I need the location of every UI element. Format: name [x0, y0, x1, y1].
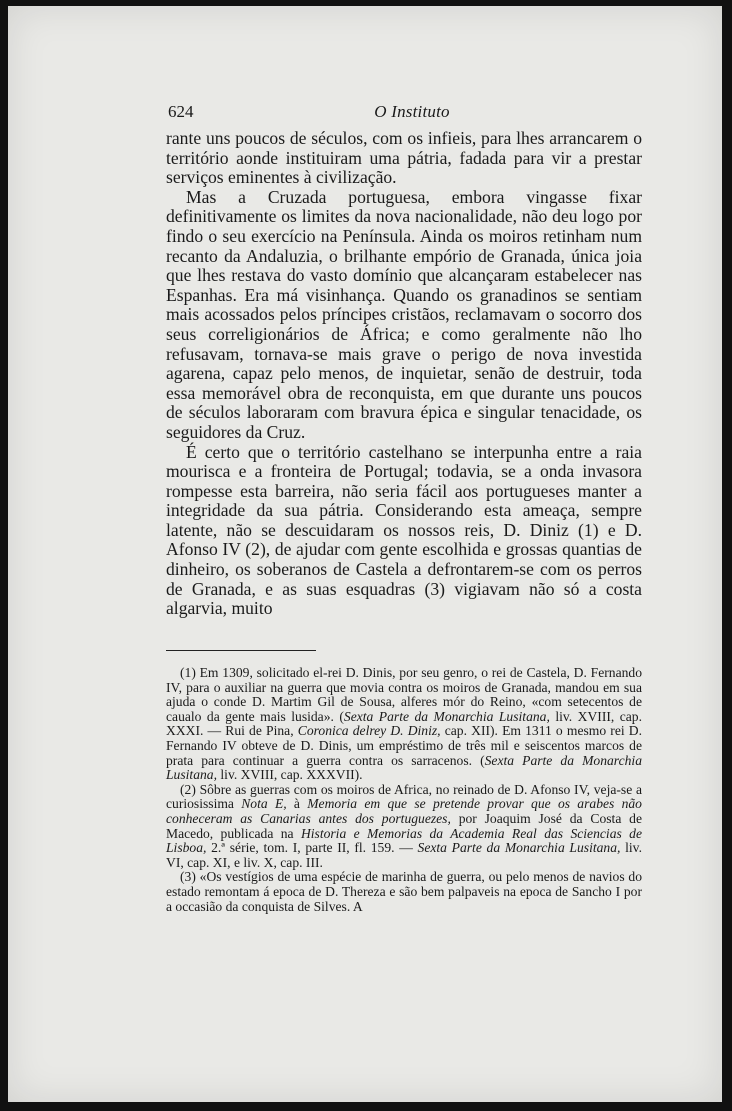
- page-number: 624: [168, 102, 194, 121]
- main-text: [166, 129, 642, 619]
- footnote-divider: [166, 650, 316, 651]
- paragraph: É certo que o território castelhano se interpunha entre a raia mourisca e a fronteira de Portugal; todavia, se a onda invasora rompesse esta barreira, não seria fácil aos portugueses manter a integridade da sua pátria. Considerando esta ameaça, sempre latente, não se descuidaram os nossos reis, D. Diniz (1) e D. Afonso IV (2), de ajudar com gente escolhida e grossas quantias de dinheiro, os soberanos de Castela a defrontarem-se com os perros de Granada, e as suas esquadras (3) vigiavam não só a costa algarvia, muito: [166, 441, 642, 619]
- running-title: O Instituto: [374, 102, 450, 121]
- paragraph: rante uns poucos de séculos, com os infieis, para lhes arrancarem o território aonde instituiram uma pátria, fadada para vir a prestar serviços eminentes à civilização.: [166, 128, 642, 188]
- footnote-3: (3) «Os vestígios de uma espécie de marinha de guerra, ou pelo menos de navios do estado remontam á epoca de D. Thereza e são bem palpaveis na epoca de Sancho I por a occasião da conquista de Silves. A: [166, 869, 642, 914]
- footnote-2: (2) Sôbre as guerras com os moiros de Africa, no reinado de D. Afonso IV, veja-se a curiosissima Nota E, à Memoria em que se pretende provar que os arabes não conheceram as Canarias antes dos portuguezes, por Joaquim José da Costa de Macedo, publicada na Historia e Memorias da Academia Real das Sciencias de Lisboa, 2.ª série, tom. I, parte II, fl. 159. — Sexta Parte da Monarchia Lusitana, liv. VI, cap. XI, e liv. X, cap. III.: [166, 781, 642, 870]
- footnote-1: (1) Em 1309, solicitado el-rei D. Dinis, por seu genro, o rei de Castela, D. Fernando IV, para o auxiliar na guerra que movia contra os moiros de Granada, mandou em sua ajuda o conde D. Martim Gil de Sousa, alferes mór do Reino, «com setecentos de caualo da gente mais lusida». (Sexta Parte da Monarchia Lusitana, liv. XVIII, cap. XXXI. — Rui de Pina, Coronica delrey D. Diniz, cap. XII). Em 1311 o mesmo rei D. Fernando IV obteve de D. Dinis, um empréstimo de três mil e seiscentos marcos de prata para continuar a guerra contra os sarracenos. (Sexta Parte da Monarchia Lusitana, liv. XVIII, cap. XXXVII).: [166, 665, 642, 783]
- paragraph: Mas a Cruzada portuguesa, embora vingasse fixar definitivamente os limites da nova nacionalidade, não deu logo por findo o seu exercício na Península. Ainda os moiros retinham num recanto da Andaluzia, o brilhante empório de Granada, única joia que lhes restava do vasto domínio que alcançaram estabelecer nas Espanhas. Era má visinhança. Quando os granadinos se sentiam mais acossados pelos príncipes cristãos, reclamavam o socorro dos seus correligionários de África; e como geralmente não lho refusavam, tornava-se mais grave o perigo de nova investida agarena, capaz pelo menos, de inquietar, senão de destruir, toda essa memorável obra de reconquista, em que durante uns poucos de séculos laboraram com bravura épica e singular tenacidade, os seguidores da Cruz.: [166, 186, 642, 442]
- footnotes: [166, 666, 642, 914]
- page-header: [168, 102, 656, 126]
